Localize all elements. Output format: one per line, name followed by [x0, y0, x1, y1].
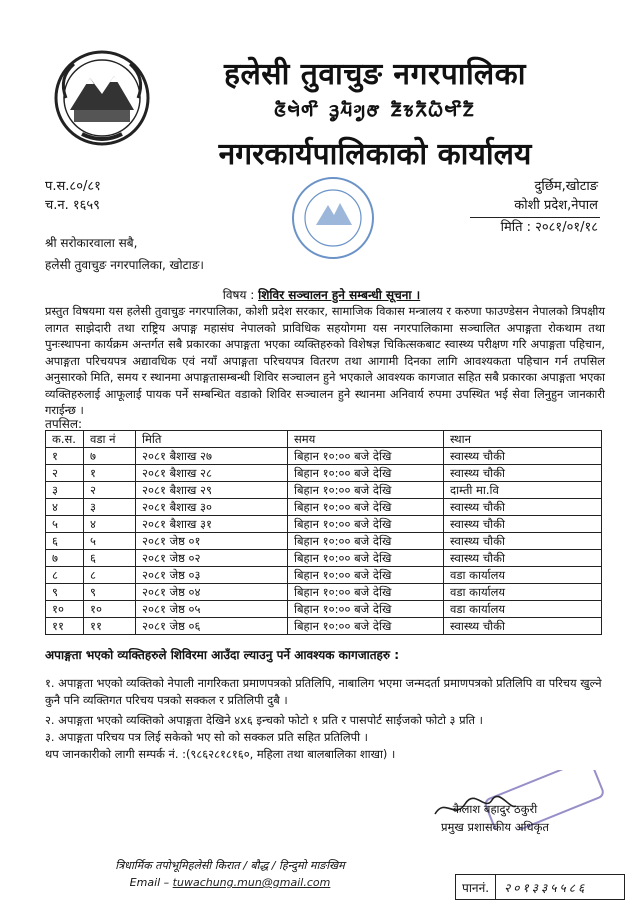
cell-serial: ११ [46, 618, 84, 635]
cell-date: २०८१ जेष्ठ ०६ [136, 618, 288, 635]
header-serial: क.स. [46, 431, 84, 448]
table-row [46, 601, 602, 618]
cell-place: स्वास्थ्य चौकी [444, 499, 602, 516]
document-item-2: २. अपाङ्गता भएको व्यक्तिको अपाङ्गता देखिने ४x६ इन्चको फोटो १ प्रति र पासपोर्ट साईजको फोटो ३ प्रति । [45, 713, 483, 727]
addressee-line-1: श्री सरोकारवाला सबै, [45, 236, 138, 250]
municipality-name-script: ᤜᤠᤗᤧᤛᤡ ᤋᤢᤘᤠᤆᤢᤅ ᤏᤠᤃᤖᤠᤐᤠᤗᤡᤁᤠ [274, 97, 476, 122]
cell-time: बिहान १०:०० बजे देखि [288, 533, 444, 550]
table-row [46, 465, 602, 482]
cell-ward: ६ [84, 550, 136, 567]
cell-date: २०८१ बैशाख २९ [136, 482, 288, 499]
pan-box [455, 874, 625, 900]
cell-time: बिहान १०:०० बजे देखि [288, 584, 444, 601]
header-time: समय [288, 431, 444, 448]
cell-serial: ६ [46, 533, 84, 550]
municipality-logo-icon [52, 48, 152, 148]
cell-ward: ११ [84, 618, 136, 635]
cell-time: बिहान १०:०० बजे देखि [288, 516, 444, 533]
cell-date: २०८१ बैशाख २८ [136, 465, 288, 482]
table-row [46, 618, 602, 635]
body-paragraph: प्रस्तुत विषयमा यस हलेसी तुवाचुङ नगरपालिका, कोशी प्रदेश सरकार, सामाजिक विकास मन्त्रालय र करुणा फाउण्डेसन नेपालको त्रिपक्षीय लागत साझेदारी तथा राष्ट्रिय अपाङ्ग महासंघ नेपालको प्राविधिक सहयोगमा यस नगरपालिकामा सञ्चालित अपाङ्गता रोकथाम तथा पुनःस्थापना कार्यक्रम अन्तर्गत सबै प्रकारका अपाङ्गता भएका व्यक्तिहरुको विशेषज्ञ चिकित्सकबाट स्वास्थ्य परीक्षण गरि अपाङ्गता पहिचान, अपाङ्गता परिचयपत्र अद्यावधिक एवं नयाँ अपाङ्गता परिचयपत्र वितरण तथा आगामी दिनका लागि आवश्यकता पहिचान गर्न तपसिल अनुसारको मिति, समय र स्थानमा अपाङ्गतासम्बन्धी शिविर सञ्चालन हुने भएकाले आवश्यक कागजात सहित सबै प्रकारका अपाङ्गता भएका व्यक्तिहरुलाई आफूलाई पायक पर्ने सम्बन्धित वडाको शिविर सञ्चालन हुने स्थानमा अनिवार्य रुपमा उपस्थित भई सेवा लिनुहुन जानकारी गराईन्छ । [45, 304, 605, 417]
cell-time: बिहान १०:०० बजे देखि [288, 601, 444, 618]
tapsil-label: तपसिल: [45, 417, 83, 431]
cell-place: वडा कार्यालय [444, 567, 602, 584]
table-header-row [46, 431, 602, 448]
table-row [46, 499, 602, 516]
table-row [46, 448, 602, 465]
cell-time: बिहान १०:०० बजे देखि [288, 465, 444, 482]
cell-serial: ४ [46, 499, 84, 516]
cell-place: दाम्ती मा.वि [444, 482, 602, 499]
cell-place: स्वास्थ्य चौकी [444, 516, 602, 533]
table-row [46, 567, 602, 584]
letter-date: मिति : २०८१/०१/१८ [500, 220, 598, 235]
cell-ward: ८ [84, 567, 136, 584]
pan-label: पाननं. [456, 875, 496, 899]
cell-time: बिहान १०:०० बजे देखि [288, 618, 444, 635]
email-label: Email – [129, 876, 170, 889]
cell-place: वडा कार्यालय [444, 584, 602, 601]
cell-ward: ४ [84, 516, 136, 533]
cell-serial: २ [46, 465, 84, 482]
cell-place: वडा कार्यालय [444, 601, 602, 618]
cell-ward: २ [84, 482, 136, 499]
cell-date: २०८१ जेष्ठ ०४ [136, 584, 288, 601]
patra-sankhya: प.स.८०/८१ [45, 179, 101, 194]
signature-block [400, 800, 590, 836]
cell-date: २०८१ जेष्ठ ०२ [136, 550, 288, 567]
table-row [46, 550, 602, 567]
cell-serial: ८ [46, 567, 84, 584]
cell-place: स्वास्थ्य चौकी [444, 465, 602, 482]
footer-motto: त्रिधार्मिक तपोभूमिहलेसी किरात / बौद्ध / हिन्दुमो माङखिम [115, 859, 345, 872]
addressee-line-2: हलेसी तुवाचुङ नगरपालिका, खोटाङ। [45, 258, 204, 272]
signatory-name: कैलाश बहादुर ठकुरी [452, 802, 538, 816]
cell-ward: ७ [84, 448, 136, 465]
table-row [46, 482, 602, 499]
office-province: कोशी प्रदेश,नेपाल [514, 198, 598, 213]
footer-email [0, 876, 460, 889]
subject-line [0, 286, 643, 303]
cell-serial: १० [46, 601, 84, 618]
office-seal-icon [290, 175, 376, 261]
cell-date: २०८१ बैशाख ३१ [136, 516, 288, 533]
cell-place: स्वास्थ्य चौकी [444, 448, 602, 465]
cell-time: बिहान १०:०० बजे देखि [288, 567, 444, 584]
cell-date: २०८१ जेष्ठ ०१ [136, 533, 288, 550]
cell-place: स्वास्थ्य चौकी [444, 533, 602, 550]
table-row [46, 584, 602, 601]
cell-time: बिहान १०:०० बजे देखि [288, 499, 444, 516]
cell-place: स्वास्थ्य चौकी [444, 550, 602, 567]
cell-ward: ३ [84, 499, 136, 516]
cell-serial: ७ [46, 550, 84, 567]
contact-line: थप जानकारीको लागी सम्पर्क नं. :(९८६२८१८१६०, महिला तथा बालबालिका शाखा) । [45, 747, 396, 761]
cell-time: बिहान १०:०० बजे देखि [288, 550, 444, 567]
table-row [46, 516, 602, 533]
cell-serial: ९ [46, 584, 84, 601]
table-row [46, 533, 602, 550]
signatory-title: प्रमुख प्रशासकीय अधिकृत [441, 820, 549, 834]
cell-date: २०८१ जेष्ठ ०३ [136, 567, 288, 584]
municipality-name: हलेसी तुवाचुङ नगरपालिका [224, 57, 526, 92]
documents-title: अपाङ्गता भएको व्यक्तिहरुले शिविरमा आउँदा ल्याउनु पर्ने आवश्यक कागजातहरु : [45, 648, 400, 662]
cell-time: बिहान १०:०० बजे देखि [288, 482, 444, 499]
cell-date: २०८१ बैशाख ३० [136, 499, 288, 516]
schedule-table [45, 430, 602, 635]
subject-text: शिविर सञ्चालन हुने सम्बन्धी सूचना । [258, 288, 421, 302]
cell-ward: १ [84, 465, 136, 482]
cell-time: बिहान १०:०० बजे देखि [288, 448, 444, 465]
document-item-1: १. अपाङ्गता भएको व्यक्तिको नेपाली नागरिकता प्रमाणपत्रको प्रतिलिपि, नाबालिग भएमा जन्मदर्ता प्रमाणपत्रको प्रतिलिपि वा परिचय खुल्ने कुनै पनि व्यक्तिगत परिचय पत्रको सक्कल र प्रतिलिपी दुबै । [45, 676, 602, 707]
pan-number: २०१३३५५८६ [504, 880, 588, 895]
subject-label: विषय : [222, 288, 255, 302]
cell-ward: ९ [84, 584, 136, 601]
cell-ward: १० [84, 601, 136, 618]
cell-place: स्वास्थ्य चौकी [444, 618, 602, 635]
cell-ward: ५ [84, 533, 136, 550]
cell-serial: ५ [46, 516, 84, 533]
cell-date: २०८१ बैशाख २७ [136, 448, 288, 465]
chalani-number: च.न. १६५९ [45, 198, 100, 213]
cell-date: २०८१ जेष्ठ ०५ [136, 601, 288, 618]
cell-serial: ३ [46, 482, 84, 499]
date-rule [470, 217, 600, 218]
email-address: tuwachung.mun@gmail.com [172, 876, 331, 889]
cell-serial: १ [46, 448, 84, 465]
header-ward: वडा नं [84, 431, 136, 448]
header-place: स्थान [444, 431, 602, 448]
addressee [45, 232, 204, 276]
document-item-3: ३. अपाङ्गता परिचय पत्र लिई सकेको भए सो को सक्कल प्रति सहित प्रतिलिपी । [45, 730, 368, 744]
office-place: दुर्छिम,खोटाङ [534, 179, 598, 194]
header-date: मिति [136, 431, 288, 448]
office-name: नगरकार्यपालिकाको कार्यालय [218, 137, 532, 172]
